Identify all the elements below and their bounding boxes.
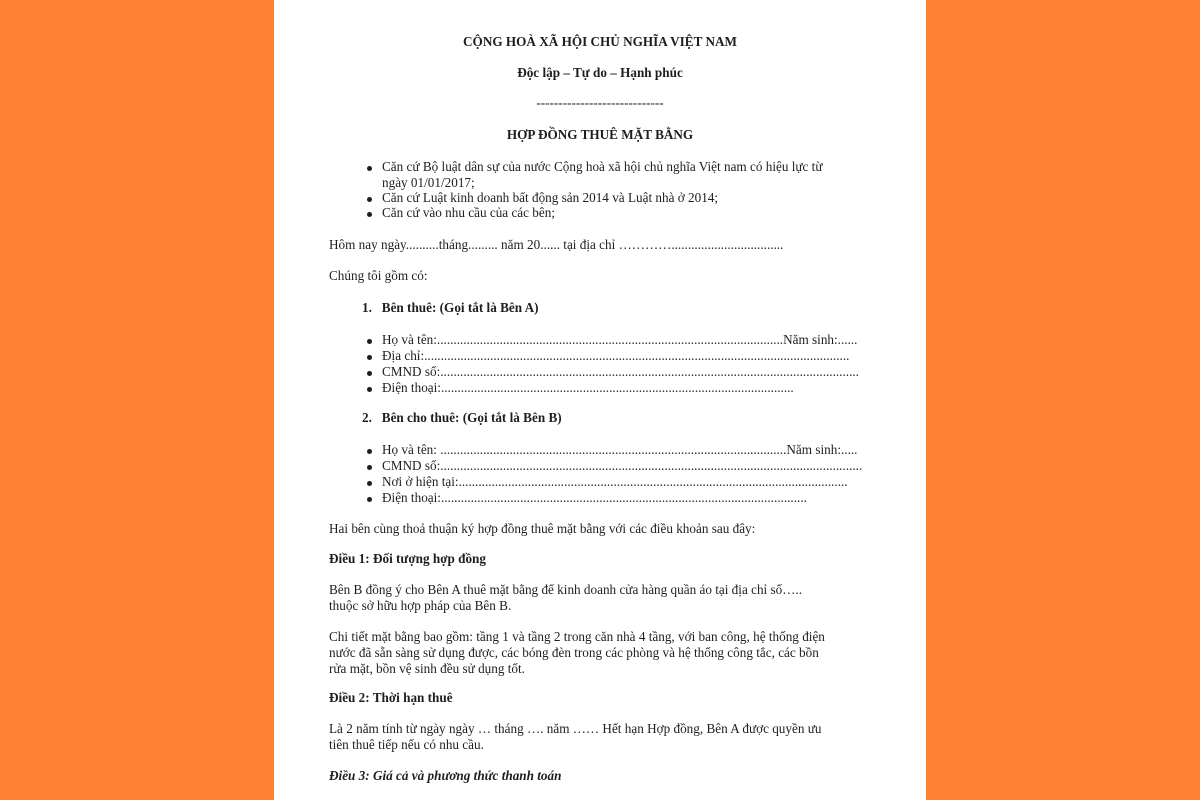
article-1-paragraph-line: thuộc sở hữu hợp pháp của Bên B. bbox=[329, 598, 512, 613]
article-1-details-line: Chi tiết mặt bằng bao gồm: tầng 1 và tầng 2 trong căn nhà 4 tầng, với ban công, hệ thống điện bbox=[329, 629, 825, 644]
party-b-residence-field: Nơi ở hiện tại:...................................................................................................................... bbox=[382, 474, 848, 489]
article-3-heading: Điều 3: Giá cả và phương thức thanh toán bbox=[329, 768, 562, 783]
bullet-icon bbox=[367, 355, 372, 360]
article-1-details-line: nước đã sẵn sàng sử dụng được, các bóng đèn trong các phòng và hệ thống công tắc, các bồn bbox=[329, 645, 819, 660]
legal-basis-item: Căn cứ vào nhu cầu của các bên; bbox=[382, 205, 556, 220]
legal-basis-item: ngày 01/01/2017; bbox=[382, 175, 475, 190]
bullet-icon bbox=[367, 212, 372, 217]
party-a-phone-field: Điện thoại:........................................................................................................... bbox=[382, 380, 794, 395]
motto: Độc lập – Tự do – Hạnh phúc bbox=[517, 65, 683, 80]
contract-title: HỢP ĐỒNG THUÊ MẶT BẰNG bbox=[506, 127, 694, 142]
article-1-details-line: rửa mặt, bồn vệ sinh đều sử dụng tốt. bbox=[329, 661, 525, 676]
party-a-name-field: Họ và tên:.........................................................................................................Năm sinh:...... bbox=[382, 332, 858, 347]
date-line: Hôm nay ngày..........tháng......... năm 20...... tại địa chỉ ………….................................. bbox=[329, 237, 784, 252]
bullet-icon bbox=[367, 166, 372, 171]
divider: ----------------------------- bbox=[536, 95, 664, 110]
party-b-heading: 2. Bên cho thuê: (Gọi tắt là Bên B) bbox=[362, 410, 562, 425]
bullet-icon bbox=[367, 387, 372, 392]
party-b-name-field: Họ và tên: .........................................................................................................Năm sinh:..... bbox=[382, 442, 858, 457]
party-b-phone-field: Điện thoại:............................................................................................................... bbox=[382, 490, 807, 505]
bullet-icon bbox=[367, 497, 372, 502]
article-1-heading: Điều 1: Đối tượng hợp đồng bbox=[329, 551, 486, 566]
article-2-paragraph-line: Là 2 năm tính từ ngày ngày … tháng …. năm …… Hết hạn Hợp đồng, Bên A được quyền ưu bbox=[329, 721, 822, 736]
bullet-icon bbox=[367, 197, 372, 202]
country-heading: CỘNG HOÀ XÃ HỘI CHỦ NGHĨA VIỆT NAM bbox=[463, 34, 737, 49]
document-page bbox=[274, 0, 926, 800]
party-b-id-field: CMND số:................................................................................................................................ bbox=[382, 458, 863, 473]
legal-basis-item: Căn cứ Luật kinh doanh bất động sản 2014 và Luật nhà ở 2014; bbox=[382, 190, 719, 205]
article-2-paragraph-line: tiên thuê tiếp nếu có nhu cầu. bbox=[329, 737, 484, 752]
party-a-id-field: CMND số:............................................................................................................................... bbox=[382, 364, 859, 379]
party-a-heading: 1. Bên thuê: (Gọi tắt là Bên A) bbox=[362, 300, 539, 315]
article-1-paragraph-line: Bên B đồng ý cho Bên A thuê mặt bằng để kinh doanh cửa hàng quần áo tại địa chỉ số….. bbox=[329, 582, 803, 597]
bullet-icon bbox=[367, 371, 372, 376]
bullet-icon bbox=[367, 481, 372, 486]
agreement-intro: Hai bên cùng thoả thuận ký hợp đồng thuê mặt bằng với các điều khoản sau đây: bbox=[329, 521, 756, 536]
parties-intro: Chúng tôi gồm có: bbox=[329, 268, 428, 283]
party-a-address-field: Địa chỉ:................................................................................................................................. bbox=[382, 348, 850, 363]
bullet-icon bbox=[367, 465, 372, 470]
legal-basis-item: Căn cứ Bộ luật dân sự của nước Cộng hoà xã hội chủ nghĩa Việt nam có hiệu lực từ bbox=[382, 159, 823, 174]
article-2-heading: Điều 2: Thời hạn thuê bbox=[329, 690, 453, 705]
bullet-icon bbox=[367, 339, 372, 344]
bullet-icon bbox=[367, 449, 372, 454]
